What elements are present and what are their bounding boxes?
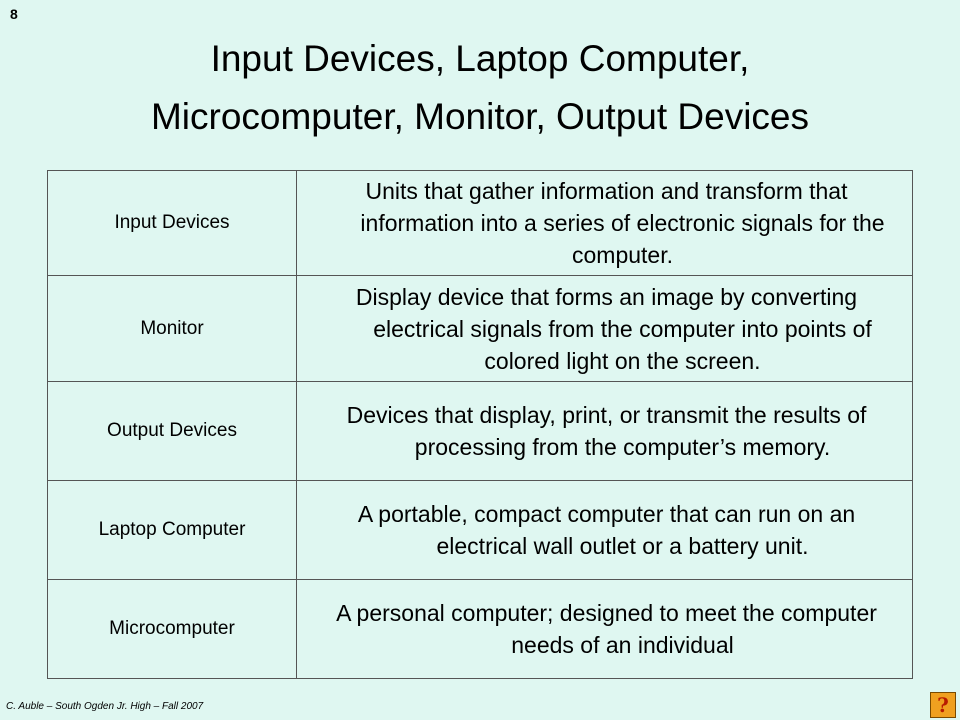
definition-cell — [297, 481, 913, 580]
title-line-1: Input Devices, Laptop Computer, — [210, 38, 750, 79]
definition-cell — [297, 580, 913, 679]
title-line-2: Microcomputer, Monitor, Output Devices — [150, 96, 810, 137]
definition-cell — [297, 276, 913, 382]
table-row — [48, 382, 913, 481]
table-row — [48, 276, 913, 382]
footer-credit: C. Auble – South Ogden Jr. High – Fall 2007 — [6, 701, 204, 712]
vocabulary-table — [47, 170, 913, 679]
page-title — [0, 30, 960, 146]
table-row — [48, 171, 913, 276]
definition-text: Units that gather information and transform that information into a series of electronic signals for the computer. — [360, 178, 885, 268]
help-question-icon[interactable]: ? — [930, 692, 956, 718]
term-cell: Output Devices — [48, 382, 297, 481]
table-row — [48, 481, 913, 580]
term-cell: Monitor — [48, 276, 297, 382]
definition-text: A personal computer; designed to meet the computer needs of an individual — [336, 600, 877, 658]
term-cell: Input Devices — [48, 171, 297, 276]
definition-text: Devices that display, print, or transmit the results of processing from the computer’s memory. — [346, 402, 867, 460]
definition-text: A portable, compact computer that can run on an electrical wall outlet or a battery unit. — [357, 501, 856, 559]
term-cell: Laptop Computer — [48, 481, 297, 580]
slide-number: 8 — [10, 6, 18, 22]
definition-text: Display device that forms an image by converting electrical signals from the computer into points of colored light on the screen. — [355, 283, 872, 374]
table-row — [48, 580, 913, 679]
definition-cell — [297, 171, 913, 276]
term-cell: Microcomputer — [48, 580, 297, 679]
definition-cell — [297, 382, 913, 481]
